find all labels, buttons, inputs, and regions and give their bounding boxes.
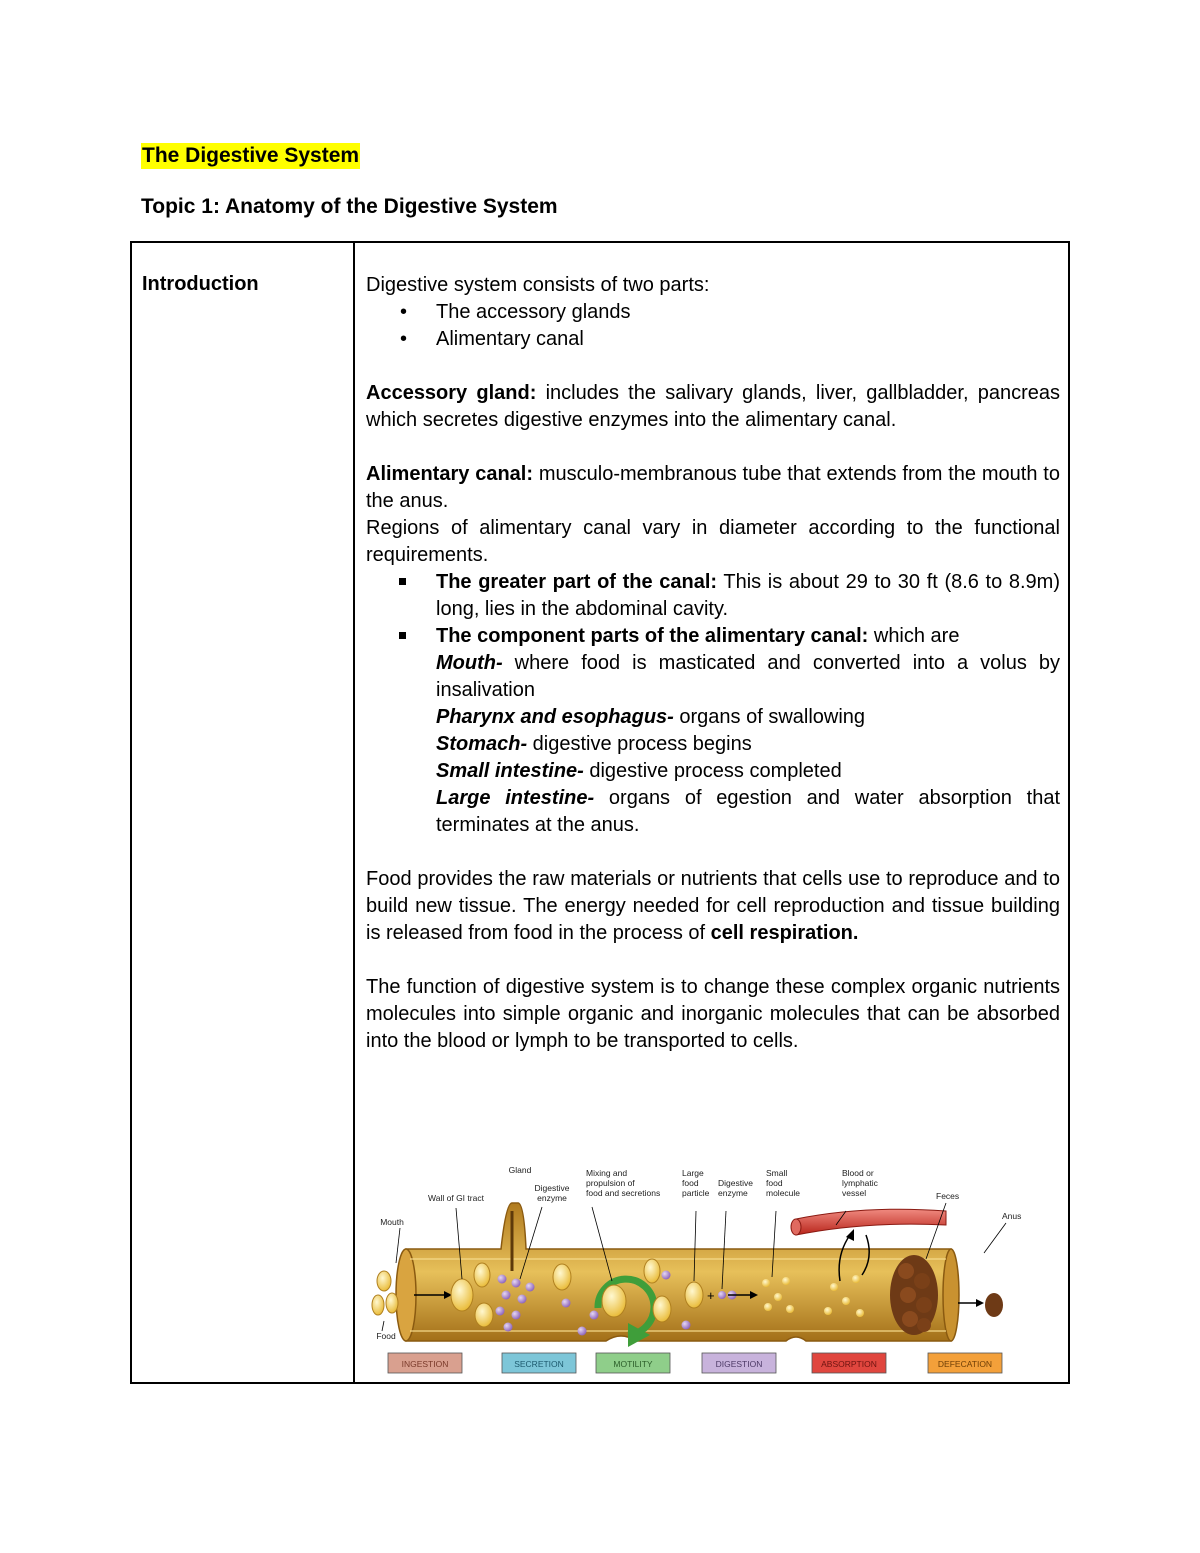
component-stomach: Stomach- digestive process begins bbox=[436, 733, 752, 755]
list-item bbox=[366, 569, 1060, 623]
introduction-content bbox=[366, 272, 1060, 1055]
svg-text:vessel: vessel bbox=[842, 1188, 867, 1198]
svg-text:Digestive: Digestive bbox=[534, 1183, 570, 1193]
food-item bbox=[386, 1293, 398, 1313]
alimentary-canal-paragraph bbox=[366, 461, 1060, 515]
svg-text:food and secretions: food and secretions bbox=[586, 1188, 661, 1198]
tube-opening-anus bbox=[943, 1249, 959, 1341]
svg-text:Mixing and: Mixing and bbox=[586, 1168, 628, 1178]
food-item bbox=[653, 1296, 671, 1322]
svg-text:Large: Large bbox=[682, 1168, 704, 1178]
food-item bbox=[475, 1303, 493, 1327]
accessory-gland-paragraph bbox=[366, 380, 1060, 434]
svg-text:Digestive: Digestive bbox=[718, 1178, 753, 1188]
cell-respiration-term: cell respiration. bbox=[710, 922, 859, 944]
canal-details-list bbox=[366, 569, 1060, 650]
label-mouth: Mouth bbox=[380, 1217, 404, 1227]
process-label: MOTILITY bbox=[613, 1359, 653, 1369]
process-label: INGESTION bbox=[401, 1359, 449, 1369]
canal-term: Alimentary canal: bbox=[366, 463, 534, 485]
accessory-text: includes the salivary glands, liver, gallbladder, pancreas which secretes digestive enzymes into the alimentary canal. bbox=[366, 382, 1060, 431]
svg-text:molecule: molecule bbox=[766, 1188, 801, 1198]
component-small-intestine: Small intestine- digestive process completed bbox=[436, 760, 842, 782]
accessory-term: Accessory gland: bbox=[366, 382, 537, 404]
topic-heading: Topic 1: Anatomy of the Digestive System bbox=[141, 195, 558, 218]
list-item: • Alimentary canal bbox=[366, 326, 1060, 353]
row-label-introduction: Introduction bbox=[142, 273, 259, 295]
table-divider bbox=[353, 243, 355, 1382]
component-pharynx: Pharynx and esophagus- organs of swallowing bbox=[436, 706, 866, 728]
list-item bbox=[366, 623, 1060, 650]
process-label: DIGESTION bbox=[715, 1359, 763, 1369]
regions-paragraph: Regions of alimentary canal vary in diameter according to the functional requirements. bbox=[366, 517, 1060, 566]
tube-opening-mouth bbox=[396, 1249, 416, 1341]
food-paragraph: Food provides the raw materials or nutrients that cells use to reproduce and to build new tissue. The energy needed for cell reproduction and tissue building is released from food in the process of cell respiration. bbox=[366, 868, 1060, 944]
svg-text:Small: Small bbox=[766, 1168, 788, 1178]
component-term: The component parts of the alimentary canal: bbox=[436, 625, 869, 647]
process-label: DEFECATION bbox=[937, 1359, 993, 1369]
greater-term: The greater part of the canal: bbox=[436, 571, 718, 593]
label-food: Food bbox=[376, 1331, 396, 1341]
svg-text:particle: particle bbox=[682, 1188, 710, 1198]
document-title: The Digestive System bbox=[142, 144, 360, 167]
blood-vessel bbox=[796, 1209, 946, 1235]
food-item bbox=[685, 1282, 703, 1308]
parts-list bbox=[366, 299, 1060, 353]
plus-sign: + bbox=[707, 1288, 715, 1303]
label-feces: Feces bbox=[936, 1191, 960, 1201]
svg-text:lymphatic: lymphatic bbox=[842, 1178, 878, 1188]
intro-text: Digestive system consists of two parts: bbox=[366, 274, 710, 296]
food-item bbox=[377, 1271, 391, 1291]
greater-text: This is about 29 to 30 ft (8.6 to 8.9m) long, lies in the abdominal cavity. bbox=[436, 571, 1061, 620]
process-legend bbox=[388, 1353, 1002, 1373]
food-item bbox=[553, 1264, 571, 1290]
component-text: which are bbox=[868, 625, 960, 647]
canal-text: musculo-membranous tube that extends from the mouth to the anus. bbox=[366, 463, 1060, 512]
svg-text:propulsion of: propulsion of bbox=[586, 1178, 635, 1188]
svg-text:enzyme: enzyme bbox=[718, 1188, 748, 1198]
component-mouth: Mouth- where food is masticated and converted into a volus by insalivation bbox=[436, 652, 1060, 701]
food-item bbox=[451, 1279, 473, 1311]
component-large-intestine: Large intestine- organs of egestion and water absorption that terminates at the anus. bbox=[436, 787, 1060, 836]
svg-text:food: food bbox=[682, 1178, 699, 1188]
food-item bbox=[644, 1259, 660, 1283]
digestive-process-diagram bbox=[366, 1163, 1066, 1378]
food-item bbox=[474, 1263, 490, 1287]
process-label: ABSORPTION bbox=[821, 1359, 877, 1369]
process-label: SECRETION bbox=[514, 1359, 564, 1369]
expelled-feces bbox=[985, 1293, 1003, 1317]
food-item bbox=[602, 1285, 626, 1317]
arrowhead-icon bbox=[976, 1299, 984, 1307]
food-item bbox=[372, 1295, 384, 1315]
svg-text:Blood or: Blood or bbox=[842, 1168, 874, 1178]
label-anus: Anus bbox=[1002, 1211, 1022, 1221]
svg-text:food: food bbox=[766, 1178, 783, 1188]
content-table bbox=[130, 241, 1070, 1384]
svg-text:enzyme: enzyme bbox=[537, 1193, 567, 1203]
label-wall: Wall of GI tract bbox=[428, 1193, 484, 1203]
feces-mass bbox=[890, 1255, 938, 1335]
label-gland: Gland bbox=[508, 1165, 532, 1175]
function-paragraph: The function of digestive system is to change these complex organic nutrients molecules into simple organic and inorganic molecules that can be absorbed into the blood or lymph to be transported to cells. bbox=[366, 976, 1060, 1052]
list-item: • The accessory glands bbox=[366, 299, 1060, 326]
